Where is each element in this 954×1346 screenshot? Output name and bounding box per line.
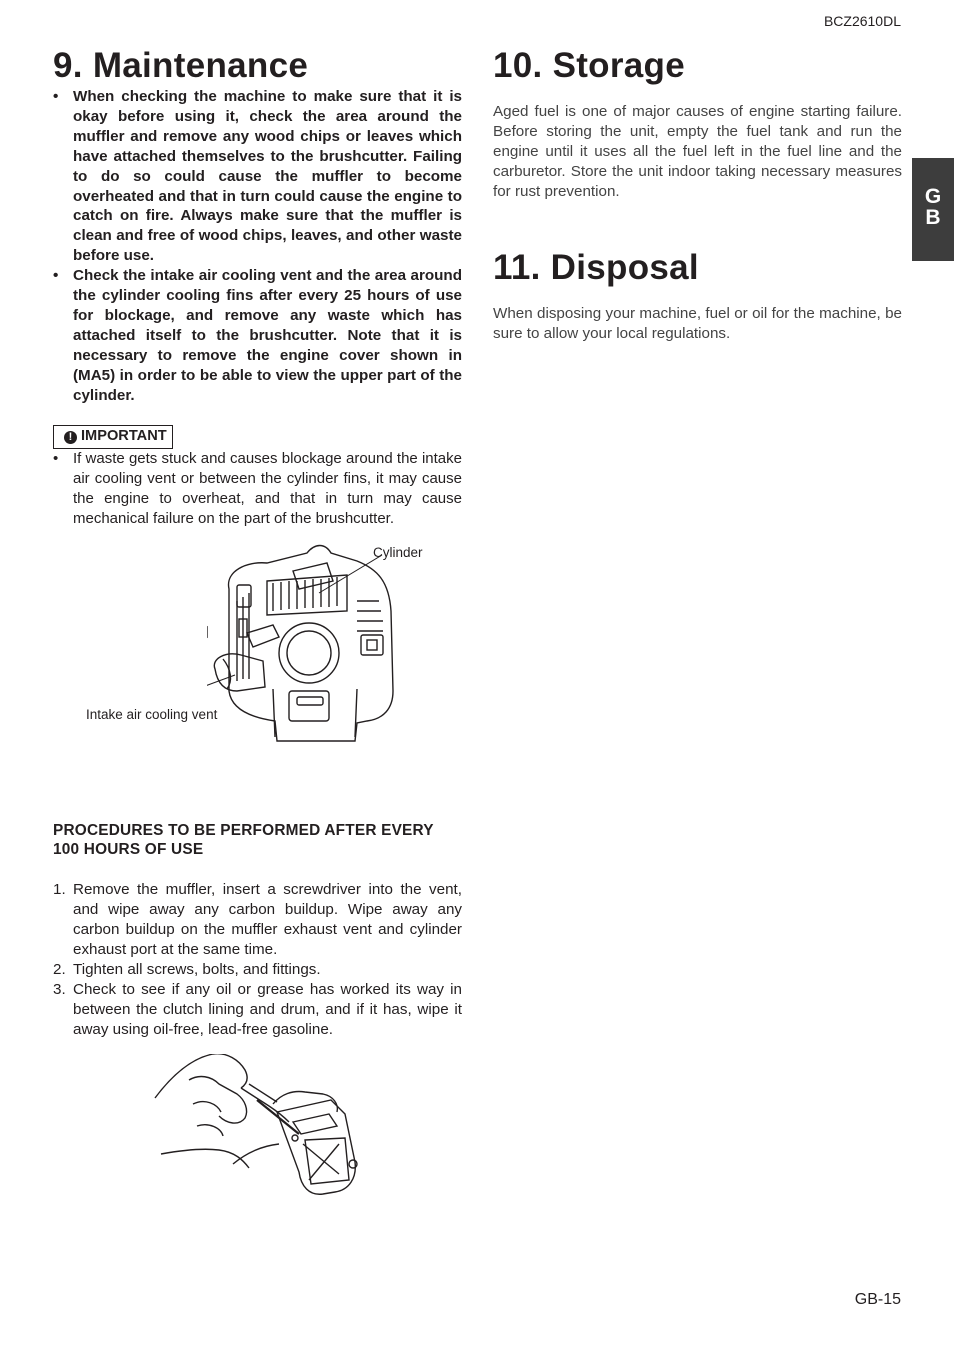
left-column [53, 45, 462, 1214]
list-item: • Check the intake air cooling vent and the area around the cylinder cooling fins after every 25 hours of use for blockage, and remove any waste which has attached itself to the brushcutter. Note that it is necessary to remove the engine cover shown in (MA5) in order to be able to view the upper part of the cylinder. [53, 266, 462, 405]
important-badge [53, 425, 173, 449]
maintenance-bullet-list [53, 87, 462, 406]
list-item: • If waste gets stuck and causes blockage around the intake air cooling vent or between the cylinder fins, it may cause the engine to overheat, and that in turn may cause mechanical failure on the part of the brushcutter. [53, 449, 462, 529]
step-number: 1. [53, 880, 66, 898]
step-text: Tighten all screws, bolts, and fittings. [73, 960, 321, 978]
step-text: Check to see if any oil or grease has worked its way in between the clutch lining and drum, and if it has, wipe it away using oil-free, lead-free gasoline. [73, 980, 462, 1038]
important-label: IMPORTANT [81, 427, 167, 444]
language-tab-line2: B [925, 206, 941, 229]
important-bullet-list [53, 449, 462, 529]
right-column [493, 45, 902, 344]
maintenance-title: 9. Maintenance [53, 46, 309, 85]
list-item: • When checking the machine to make sure that it is okay before using it, check the area around the muffler and remove any wood chips or leaves which have attached themselves to the brushcutter. Failing to do so could cause the muffler to become overheated and that in turn could cause the engine to catch on fire. Always make sure that the muffler is clean and free of wood chips, leaves, and other waste before use. [53, 87, 462, 266]
exclamation-circle-icon: ! [64, 431, 77, 444]
step-number: 2. [53, 960, 66, 978]
language-tab [912, 158, 954, 261]
engine-figure [53, 539, 462, 769]
step-text: Remove the muffler, insert a screwdriver into the vent, and wipe away any carbon buildup. Wipe away any carbon buildup on the muffler exhaust vent and cylinder exhaust port at the same time. [73, 880, 462, 958]
list-item [53, 880, 462, 960]
procedures-heading: PROCEDURES TO BE PERFORMED AFTER EVERY 100 HOURS OF USE [53, 821, 434, 858]
document-code: BCZ2610DL [823, 13, 901, 29]
storage-title: 10. Storage [493, 46, 685, 85]
label-cylinder: Cylinder [373, 544, 423, 560]
procedure-step-list [53, 880, 462, 1040]
storage-text: Aged fuel is one of major causes of engine starting failure. Before storing the unit, empty the fuel tank and run the engine until it uses all the fuel left in the fuel line and the carburetor. Store the unit indoor taking necessary measures for rust prevention. [493, 103, 902, 200]
language-tab-line1: G [924, 185, 942, 208]
disposal-title: 11. Disposal [493, 248, 699, 287]
list-item [53, 980, 462, 1040]
muffler-cleaning-figure [53, 1054, 462, 1214]
disposal-text: When disposing your machine, fuel or oil for the machine, be sure to allow your local regulations. [493, 305, 902, 342]
page-number: GB-15 [854, 1291, 901, 1308]
step-number: 3. [53, 980, 66, 998]
label-intake-vent: Intake air cooling vent [86, 706, 218, 722]
engine-illustration [207, 541, 397, 746]
muffler-cleaning-illustration [153, 1054, 363, 1204]
list-item [53, 960, 462, 980]
